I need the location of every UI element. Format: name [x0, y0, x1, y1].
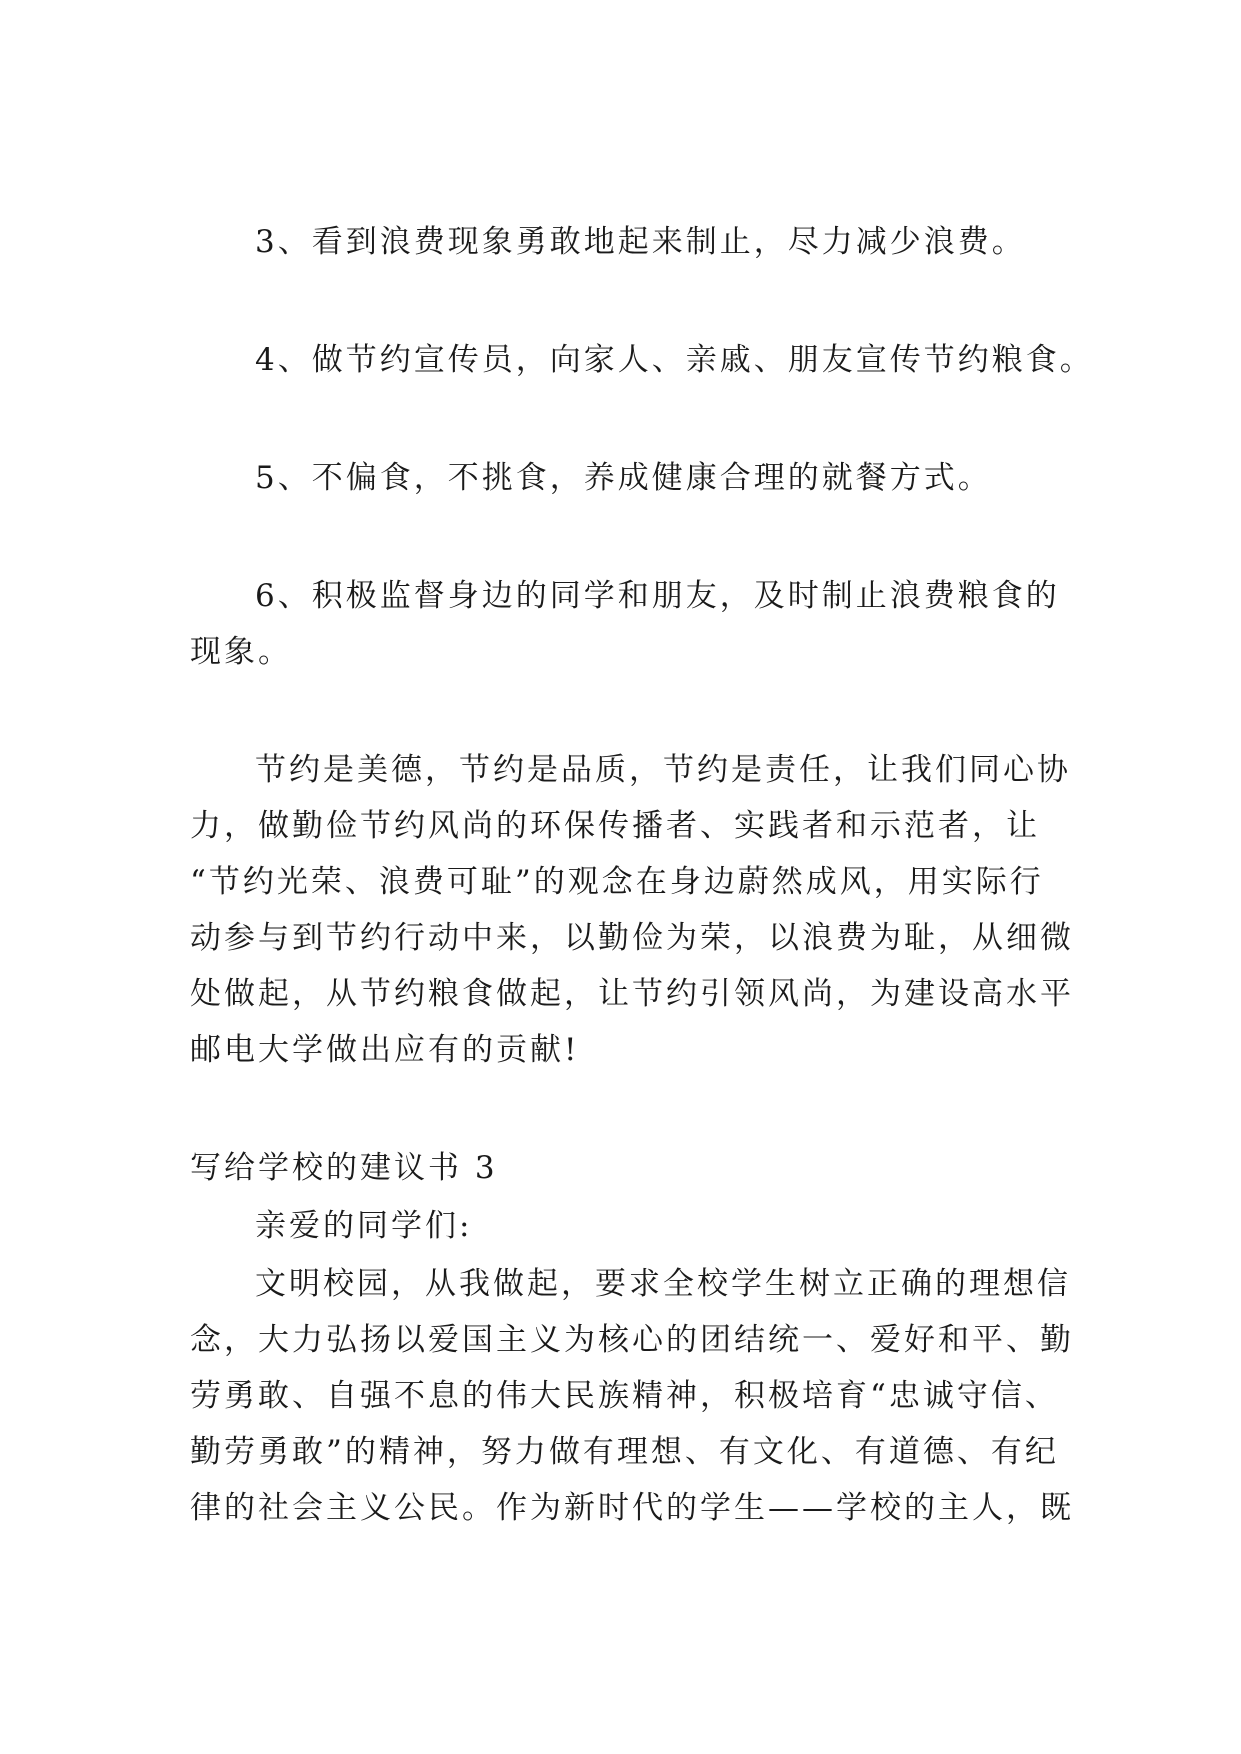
- closing-paragraph-line: 邮电大学做出应有的贡献!: [190, 1032, 580, 1068]
- list-item-6-continued: 现象。: [190, 634, 292, 670]
- body-paragraph-line: 文明校园，从我做起，要求全校学生树立正确的理想信: [255, 1266, 1071, 1302]
- body-paragraph-line: 念，大力弘扬以爱国主义为核心的团结统一、爱好和平、勤: [190, 1322, 1074, 1358]
- closing-paragraph-line: 节约是美德，节约是品质，节约是责任，让我们同心协: [255, 752, 1071, 788]
- list-item-5: 5、不偏食，不挑食，养成健康合理的就餐方式。: [255, 460, 992, 496]
- body-paragraph-line: 劳勇敢、自强不息的伟大民族精神，积极培育“忠诚守信、: [190, 1378, 1059, 1414]
- section-title: 写给学校的建议书 3: [190, 1150, 498, 1186]
- closing-paragraph-line: 处做起，从节约粮食做起，让节约引领风尚，为建设高水平: [190, 976, 1074, 1012]
- body-paragraph-line: 律的社会主义公民。作为新时代的学生——学校的主人，既: [190, 1490, 1074, 1526]
- closing-paragraph-line: 力，做勤俭节约风尚的环保传播者、实践者和示范者，让: [190, 808, 1040, 844]
- list-item-4: 4、做节约宣传员，向家人、亲戚、朋友宣传节约粮食。: [255, 342, 1094, 378]
- list-item-3: 3、看到浪费现象勇敢地起来制止，尽力减少浪费。: [255, 224, 1026, 260]
- closing-paragraph-line: 动参与到节约行动中来，以勤俭为荣，以浪费为耻，从细微: [190, 920, 1074, 956]
- list-item-6: 6、积极监督身边的同学和朋友，及时制止浪费粮食的: [255, 578, 1060, 614]
- salutation: 亲爱的同学们:: [255, 1208, 473, 1244]
- closing-paragraph-line: “节约光荣、浪费可耻”的观念在身边蔚然成风，用实际行: [190, 864, 1044, 900]
- body-paragraph-line: 勤劳勇敢”的精神，努力做有理想、有文化、有道德、有纪: [190, 1434, 1059, 1470]
